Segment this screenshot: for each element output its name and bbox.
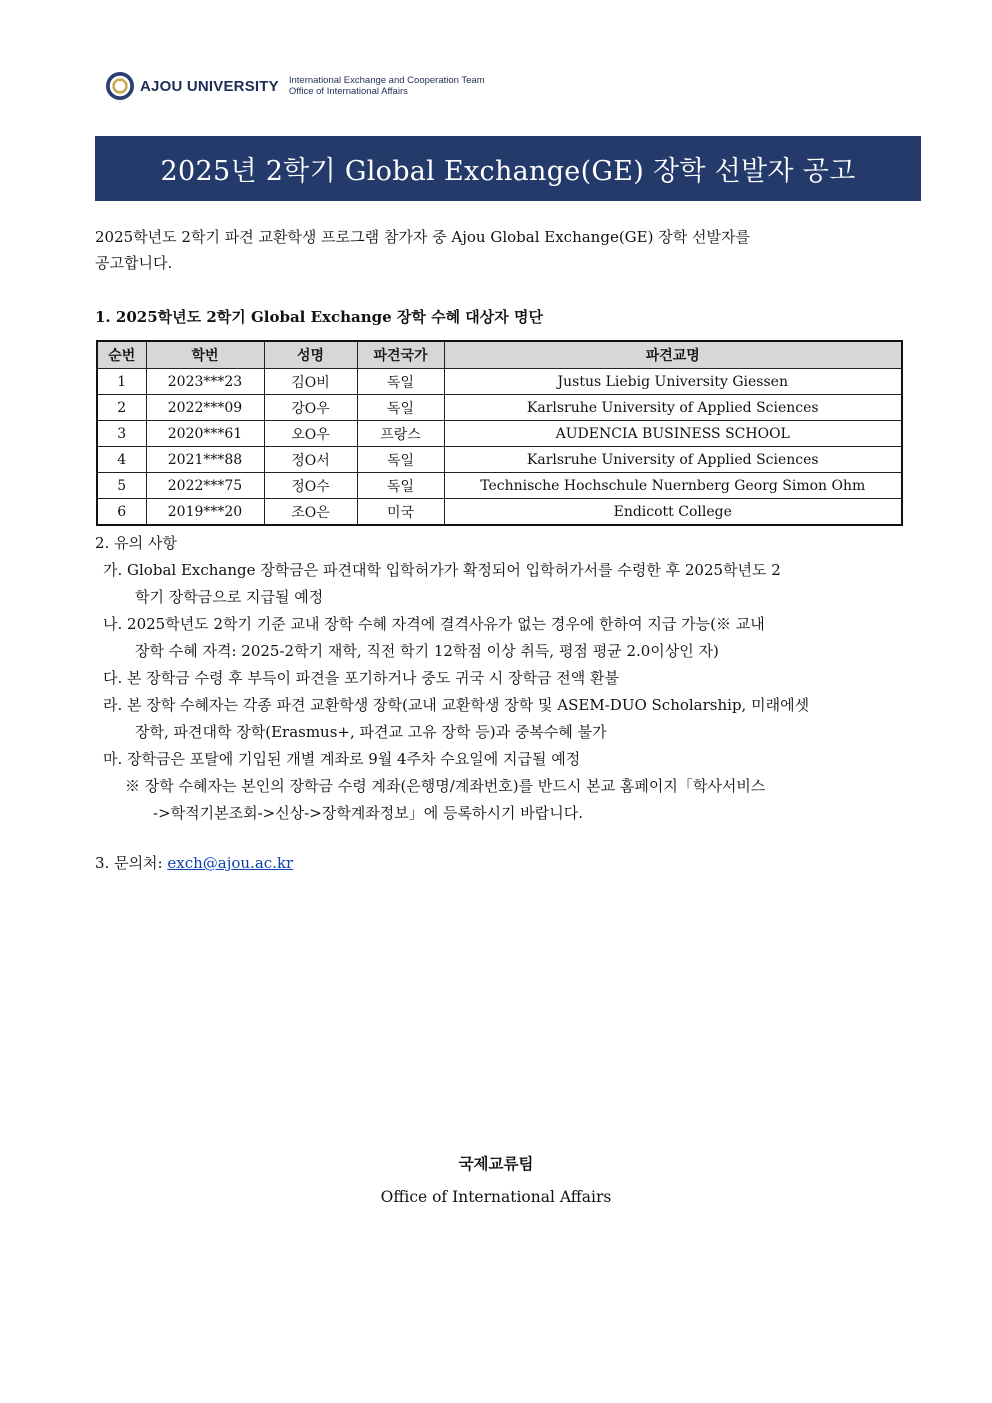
cell-name: 정O서 [264,447,357,473]
footer-team-english: Office of International Affairs [380,1188,612,1206]
contact-email-link[interactable]: exch@ajou.ac.kr [167,854,294,872]
note-ga-line-1: 가. Global Exchange 장학금은 파견대학 입학허가가 확정되어 입학허가서를 수령한 후 2025학년도 2 [103,561,781,579]
team-line-1: International Exchange and Cooperation Team [288,75,485,86]
university-seal-icon [106,72,134,100]
cell-student-id: 2023***23 [146,369,264,395]
cell-country: 독일 [357,369,444,395]
cell-student-id: 2022***09 [146,395,264,421]
header-student-id: 학번 [146,341,264,369]
note-na-line-2: 장학 수혜 자격: 2025-2학기 재학, 직전 학기 12학점 이상 취득, 평점 평균 2.0이상인 자) [135,642,719,660]
header-no: 순번 [97,341,146,369]
page-title: 2025년 2학기 Global Exchange(GE) 장학 선발자 공고 [160,156,856,187]
notes-section [95,530,915,827]
cell-student-id: 2020***61 [146,421,264,447]
note-ma: 마. 장학금은 포탈에 기입된 개별 계좌로 9월 4주차 수요일에 지급될 예정 [103,750,581,768]
cell-university: Technische Hochschule Nuernberg Georg Simon Ohm [444,473,902,499]
cell-country: 독일 [357,447,444,473]
note-da: 다. 본 장학금 수령 후 부득이 파견을 포기하거나 중도 귀국 시 장학금 전액 환불 [103,669,619,687]
footer-team-korean: 국제교류팀 [458,1154,534,1173]
cell-country: 독일 [357,473,444,499]
table-row [97,447,902,473]
cell-university: Karlsruhe University of Applied Sciences [444,447,902,473]
note-star-line-2: ->학적기본조회->신상->장학계좌정보」에 등록하시기 바랍니다. [153,804,583,822]
cell-student-id: 2019***20 [146,499,264,526]
cell-name: 조O은 [264,499,357,526]
cell-university: Karlsruhe University of Applied Sciences [444,395,902,421]
cell-university: AUDENCIA BUSINESS SCHOOL [444,421,902,447]
note-ga-line-2: 학기 장학금으로 지급될 예정 [135,588,324,606]
table-row [97,499,902,526]
header-country: 파견국가 [357,341,444,369]
letterhead [106,72,485,100]
cell-no: 2 [97,395,146,421]
section-1-heading: 1. 2025학년도 2학기 Global Exchange 장학 수혜 대상자 명단 [95,308,543,326]
cell-country: 독일 [357,395,444,421]
cell-country: 미국 [357,499,444,526]
cell-no: 1 [97,369,146,395]
cell-name: 김O비 [264,369,357,395]
cell-no: 6 [97,499,146,526]
contact-label: 3. 문의처: [95,854,168,872]
cell-name: 오O우 [264,421,357,447]
cell-university: Endicott College [444,499,902,526]
note-ra-line-2: 장학, 파견대학 장학(Erasmus+, 파견교 고유 장학 등)과 중복수혜 불가 [135,723,607,741]
intro-line-2: 공고합니다. [95,254,173,272]
intro-line-1: 2025학년도 2학기 파견 교환학생 프로그램 참가자 중 Ajou Global Exchange(GE) 장학 선발자를 [95,228,750,246]
cell-country: 프랑스 [357,421,444,447]
cell-student-id: 2022***75 [146,473,264,499]
table-row [97,369,902,395]
recipients-table [96,340,903,526]
header-university: 파견교명 [444,341,902,369]
contact-line [95,850,293,876]
section-2-heading: 2. 유의 사항 [95,534,177,552]
title-banner [95,136,921,201]
cell-name: 정O수 [264,473,357,499]
table-header-row [97,341,902,369]
note-ra-line-1: 라. 본 장학 수혜자는 각종 파견 교환학생 장학(교내 교환학생 장학 및 ASEM-DUO Scholarship, 미래에셋 [103,696,810,714]
table-row [97,421,902,447]
cell-university: Justus Liebig University Giessen [444,369,902,395]
cell-no: 5 [97,473,146,499]
header-name: 성명 [264,341,357,369]
intro-paragraph [95,224,895,276]
cell-student-id: 2021***88 [146,447,264,473]
table-row [97,395,902,421]
table-row [97,473,902,499]
team-line-2: Office of International Affairs [288,86,408,97]
team-name [289,75,485,97]
university-name: AJOU UNIVERSITY [140,77,279,95]
cell-no: 3 [97,421,146,447]
cell-name: 강O우 [264,395,357,421]
note-star-line-1: ※ 장학 수혜자는 본인의 장학금 수령 계좌(은행명/계좌번호)를 반드시 본교 홈페이지「학사서비스 [125,777,766,795]
note-na-line-1: 나. 2025학년도 2학기 기준 교내 장학 수혜 자격에 결격사유가 없는 경우에 한하여 지급 가능(※ 교내 [103,615,765,633]
cell-no: 4 [97,447,146,473]
